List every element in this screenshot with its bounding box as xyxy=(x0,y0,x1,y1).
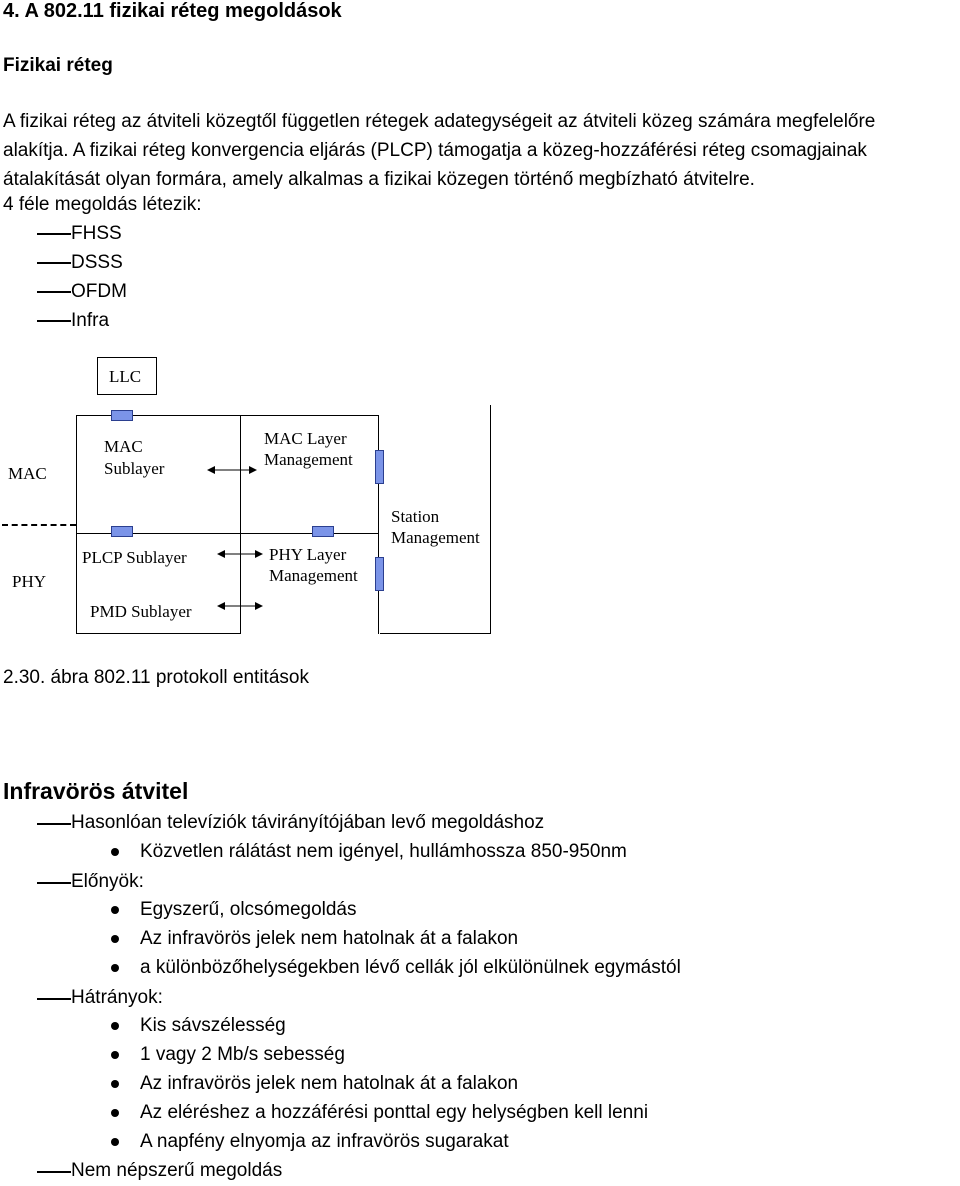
mac-mgmt-label: MAC Layer xyxy=(264,429,347,448)
phy-mgmt-label: Management xyxy=(269,566,358,585)
bullet-marker xyxy=(111,1138,119,1146)
mac-sublayer-label: Sublayer xyxy=(104,459,165,478)
cons-item: Kis sávszélesség xyxy=(140,1015,286,1036)
bullet-marker xyxy=(111,964,119,972)
list-item: Hasonlóan televíziók távirányítójában levő megoldáshoz xyxy=(71,812,545,833)
paragraph-line: alakítja. A fizikai réteg konvergencia eljárás (PLCP) támogatja a közeg-hozzáférési réteg csomagjainak xyxy=(3,140,867,161)
paragraph-line: 4 féle megoldás létezik: xyxy=(3,194,202,215)
bullet-marker xyxy=(111,1022,119,1030)
bullet-marker xyxy=(111,906,119,914)
mac-sublayer-label: MAC xyxy=(104,437,143,456)
list-item: FHSS xyxy=(71,223,122,244)
list-item: OFDM xyxy=(71,281,127,302)
main-heading: 4. A 802.11 fizikai réteg megoldások xyxy=(3,0,342,22)
cons-item: 1 vagy 2 Mb/s sebesség xyxy=(140,1044,345,1065)
cons-item: Az infravörös jelek nem hatolnak át a falakon xyxy=(140,1073,519,1094)
pmd-label: PMD Sublayer xyxy=(90,602,192,621)
pros-item: Egyszerű, olcsómegoldás xyxy=(140,899,357,920)
pros-item: a különbözőhelységekben lévő cellák jól elkülönülnek egymástól xyxy=(140,957,681,978)
list-item: Infra xyxy=(71,310,110,331)
cons-item: Az eléréshez a hozzáférési ponttal egy helységben kell lenni xyxy=(140,1102,649,1123)
figure-caption: 2.30. ábra 802.11 protokoll entitások xyxy=(3,667,309,688)
mac-mgmt-label: Management xyxy=(264,450,353,469)
phy-label: PHY xyxy=(12,572,47,591)
list-item: Nem népszerű megoldás xyxy=(71,1160,283,1181)
llc-label: LLC xyxy=(109,367,142,386)
paragraph-line: átalakítását olyan formára, amely alkalmas a fizikai közegen történő megbízható átvitelre. xyxy=(3,169,755,190)
mac-label: MAC xyxy=(8,464,47,483)
dash-marker xyxy=(37,823,71,825)
ir-section-title: Infravörös átvitel xyxy=(3,778,189,804)
paragraph-line: A fizikai réteg az átviteli közegtől független rétegek adategységeit az átviteli közeg számára megfelelőre xyxy=(3,111,876,132)
dash-marker xyxy=(37,998,71,1000)
pros-item: Az infravörös jelek nem hatolnak át a falakon xyxy=(140,928,519,949)
pros-label: Előnyök: xyxy=(71,871,144,892)
sub-list-item: Közvetlen rálátást nem igényel, hullámhossza 850-950nm xyxy=(140,841,627,862)
station-mgmt-label: Management xyxy=(391,528,480,547)
bullet-marker xyxy=(111,1109,119,1117)
station-mgmt-label: Station xyxy=(391,507,440,526)
sub-heading: Fizikai réteg xyxy=(3,55,113,76)
bullet-marker xyxy=(111,935,119,943)
cons-item: A napfény elnyomja az infravörös sugarakat xyxy=(140,1131,509,1152)
bullet-marker xyxy=(111,1051,119,1059)
dash-marker xyxy=(37,1171,71,1173)
bullet-marker xyxy=(111,1080,119,1088)
cons-label: Hátrányok: xyxy=(71,987,163,1008)
phy-mgmt-label: PHY Layer xyxy=(269,545,347,564)
plcp-label: PLCP Sublayer xyxy=(82,548,187,567)
list-item: DSSS xyxy=(71,252,123,273)
bullet-marker xyxy=(111,848,119,856)
dash-marker xyxy=(37,882,71,884)
